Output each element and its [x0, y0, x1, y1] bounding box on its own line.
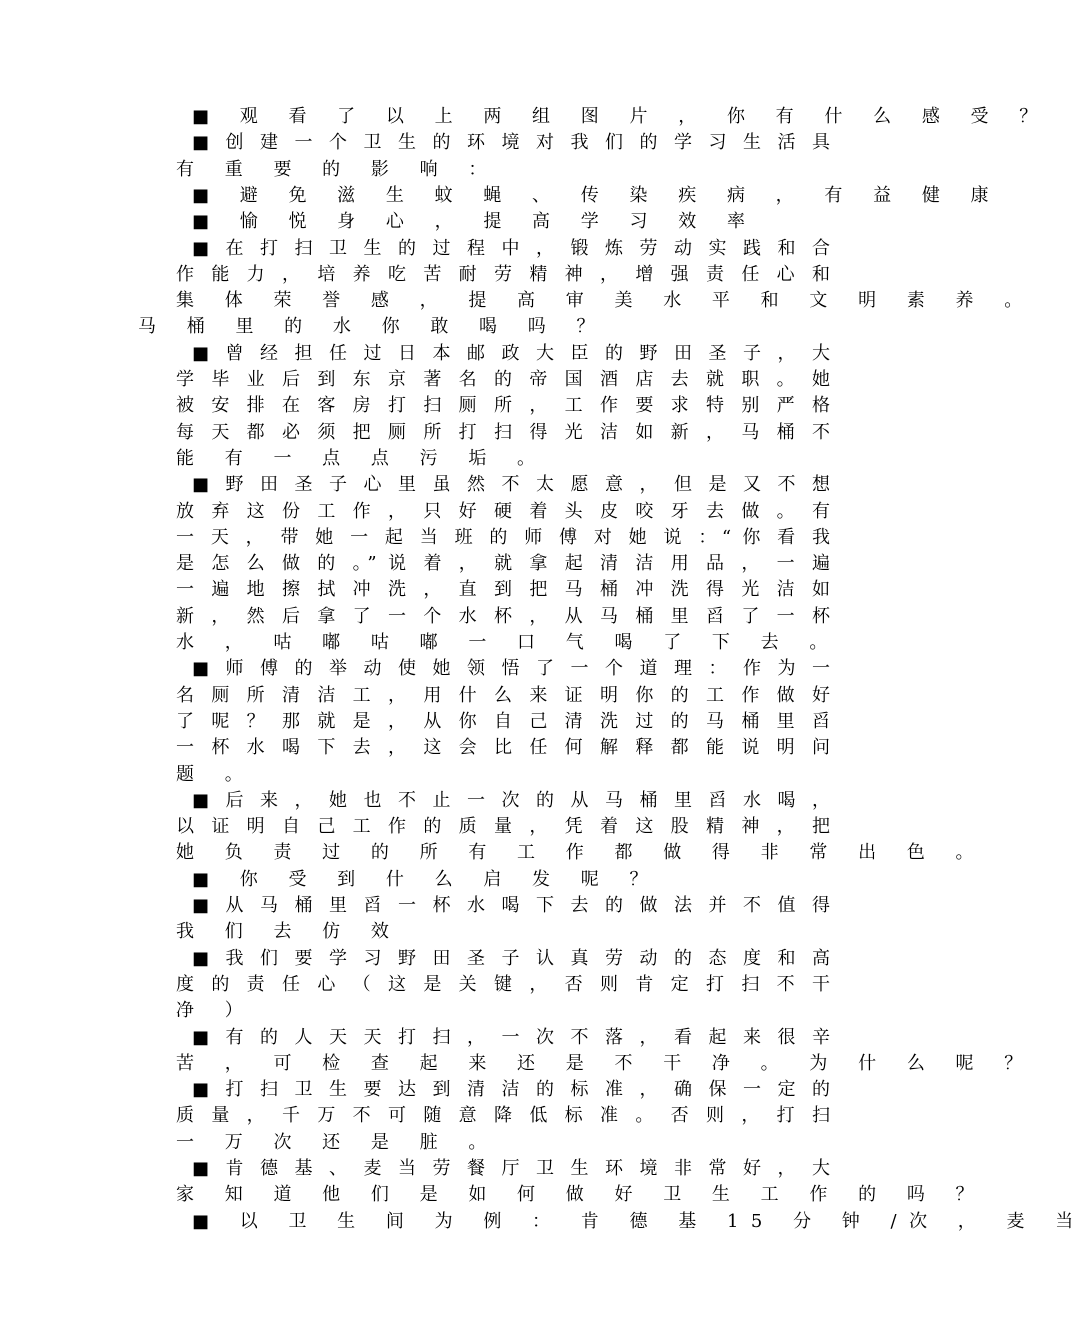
paragraph-line: 是 怎 么 做 的 。” 说 着 ， 就 拿 起 清 洁 用 品 ， 一 遍: [176, 553, 830, 575]
paragraph-first-line: ■ 后 来 ， 她 也 不 止 一 次 的 从 马 桶 里 舀 水 喝 ，: [192, 789, 830, 811]
paragraph-line: 有 重 要 的 影 响 ：: [176, 158, 499, 180]
paragraph-first-line: ■ 有 的 人 天 天 打 扫 ， 一 次 不 落 ， 看 起 来 很 辛: [192, 1026, 830, 1048]
paragraph-line: 度 的 责 任 心 （ 这 是 关 键 ， 否 则 肯 定 打 扫 不 干: [176, 973, 830, 995]
paragraph-first-line: ■ 从 马 桶 里 舀 一 杯 水 喝 下 去 的 做 法 并 不 值 得: [192, 895, 830, 916]
paragraph-line: 每 天 都 必 须 把 厕 所 打 扫 得 光 洁 如 新 ， 马 桶 不: [176, 421, 830, 443]
section-heading: 马 桶 里 的 水 你 敢 喝 吗 ？: [138, 316, 607, 338]
paragraph-line: 净 ）: [176, 1000, 256, 1022]
paragraph-first-line: ■ 避 免 滋 生 蚊 蝇 、 传 染 疾 病 ， 有 益 健 康: [192, 184, 1002, 206]
paragraph-line: 一 杯 水 喝 下 去 ， 这 会 比 任 何 解 释 都 能 说 明 问: [176, 737, 830, 759]
paragraph-line: 题 。: [176, 763, 256, 785]
paragraph-line: 一 遍 地 擦 拭 冲 洗 ， 直 到 把 马 桶 冲 洗 得 光 洁 如: [176, 579, 830, 601]
paragraph-first-line: ■ 愉 悦 身 心 ， 提 高 学 习 效 率: [192, 211, 758, 233]
paragraph-first-line: ■ 肯 德 基 、 麦 当 劳 餐 厅 卫 生 环 境 非 常 好 ， 大: [192, 1158, 830, 1179]
paragraph-line: 学 毕 业 后 到 东 京 著 名 的 帝 国 酒 店 去 就 职 。 她: [176, 369, 830, 390]
paragraph-line: 一 万 次 还 是 脏 。: [176, 1131, 499, 1153]
paragraph-line: 了 呢 ？ 那 就 是 ， 从 你 自 己 清 洗 过 的 马 桶 里 舀: [176, 710, 830, 732]
paragraph-line: 被 安 排 在 客 房 打 扫 厕 所 ， 工 作 要 求 特 别 严 格: [176, 395, 830, 417]
paragraph-line: 一 天 ， 带 她 一 起 当 班 的 师 傅 对 她 说 ：“ 你 看 我: [176, 526, 830, 548]
paragraph-line: 作 能 力 ， 培 养 吃 苦 耐 劳 精 神 ， 增 强 责 任 心 和: [176, 263, 830, 285]
paragraph-line: 新 ， 然 后 拿 了 一 个 水 杯 ， 从 马 桶 里 舀 了 一 杯: [176, 605, 830, 627]
paragraph-first-line: ■ 曾 经 担 任 过 日 本 邮 政 大 臣 的 野 田 圣 子 ， 大: [192, 342, 830, 364]
paragraph-first-line: ■ 在 打 扫 卫 生 的 过 程 中 ， 锻 炼 劳 动 实 践 和 合: [192, 237, 830, 259]
paragraph-first-line: ■ 观 看 了 以 上 两 组 图 片 ， 你 有 什 么 感 受 ？: [192, 106, 1050, 127]
paragraph-line: 能 有 一 点 点 污 垢 。: [176, 447, 548, 469]
paragraph-first-line: ■ 打 扫 卫 生 要 达 到 清 洁 的 标 准 ， 确 保 一 定 的: [192, 1079, 830, 1101]
paragraph-line: 以 证 明 自 己 工 作 的 质 量 ， 凭 着 这 股 精 神 ， 把: [176, 816, 830, 838]
paragraph-line: 放 弃 这 份 工 作 ， 只 好 硬 着 头 皮 咬 牙 去 做 。 有: [176, 500, 830, 522]
paragraph-line: 我 们 去 仿 效: [176, 921, 402, 943]
paragraph-line: 水 ， 咕 嘟 咕 嘟 一 口 气 喝 了 下 去 。: [176, 632, 840, 653]
paragraph-line: 苦 ， 可 检 查 起 来 还 是 不 干 净 。 为 什 么 呢 ？: [176, 1052, 1035, 1074]
paragraph-line: 名 厕 所 清 洁 工 ， 用 什 么 来 证 明 你 的 工 作 做 好: [176, 684, 830, 706]
paragraph-first-line: ■ 以 卫 生 间 为 例 ： 肯 德 基 15 分 钟 /次 ， 麦 当: [192, 1210, 1086, 1232]
paragraph-first-line: ■ 野 田 圣 子 心 里 虽 然 不 太 愿 意 ， 但 是 又 不 想: [192, 474, 830, 496]
paragraph-first-line: ■ 你 受 到 什 么 启 发 呢 ？: [192, 868, 661, 890]
paragraph-first-line: ■ 师 傅 的 举 动 使 她 领 悟 了 一 个 道 理 ： 作 为 一: [192, 658, 830, 680]
paragraph-first-line: ■ 我 们 要 学 习 野 田 圣 子 认 真 劳 动 的 态 度 和 高: [192, 947, 830, 969]
paragraph-line: 家 知 道 他 们 是 如 何 做 好 卫 生 工 作 的 吗 ？: [176, 1184, 987, 1206]
paragraph-line: 她 负 责 过 的 所 有 工 作 都 做 得 非 常 出 色 。: [176, 842, 987, 864]
paragraph-first-line: ■ 创 建 一 个 卫 生 的 环 境 对 我 们 的 学 习 生 活 具: [192, 132, 830, 154]
paragraph-line: 质 量 ， 千 万 不 可 随 意 降 低 标 准 。 否 则 ， 打 扫: [176, 1105, 830, 1127]
paragraph-line: 集 体 荣 誉 感 ， 提 高 审 美 水 平 和 文 明 素 养 。: [176, 290, 1035, 312]
